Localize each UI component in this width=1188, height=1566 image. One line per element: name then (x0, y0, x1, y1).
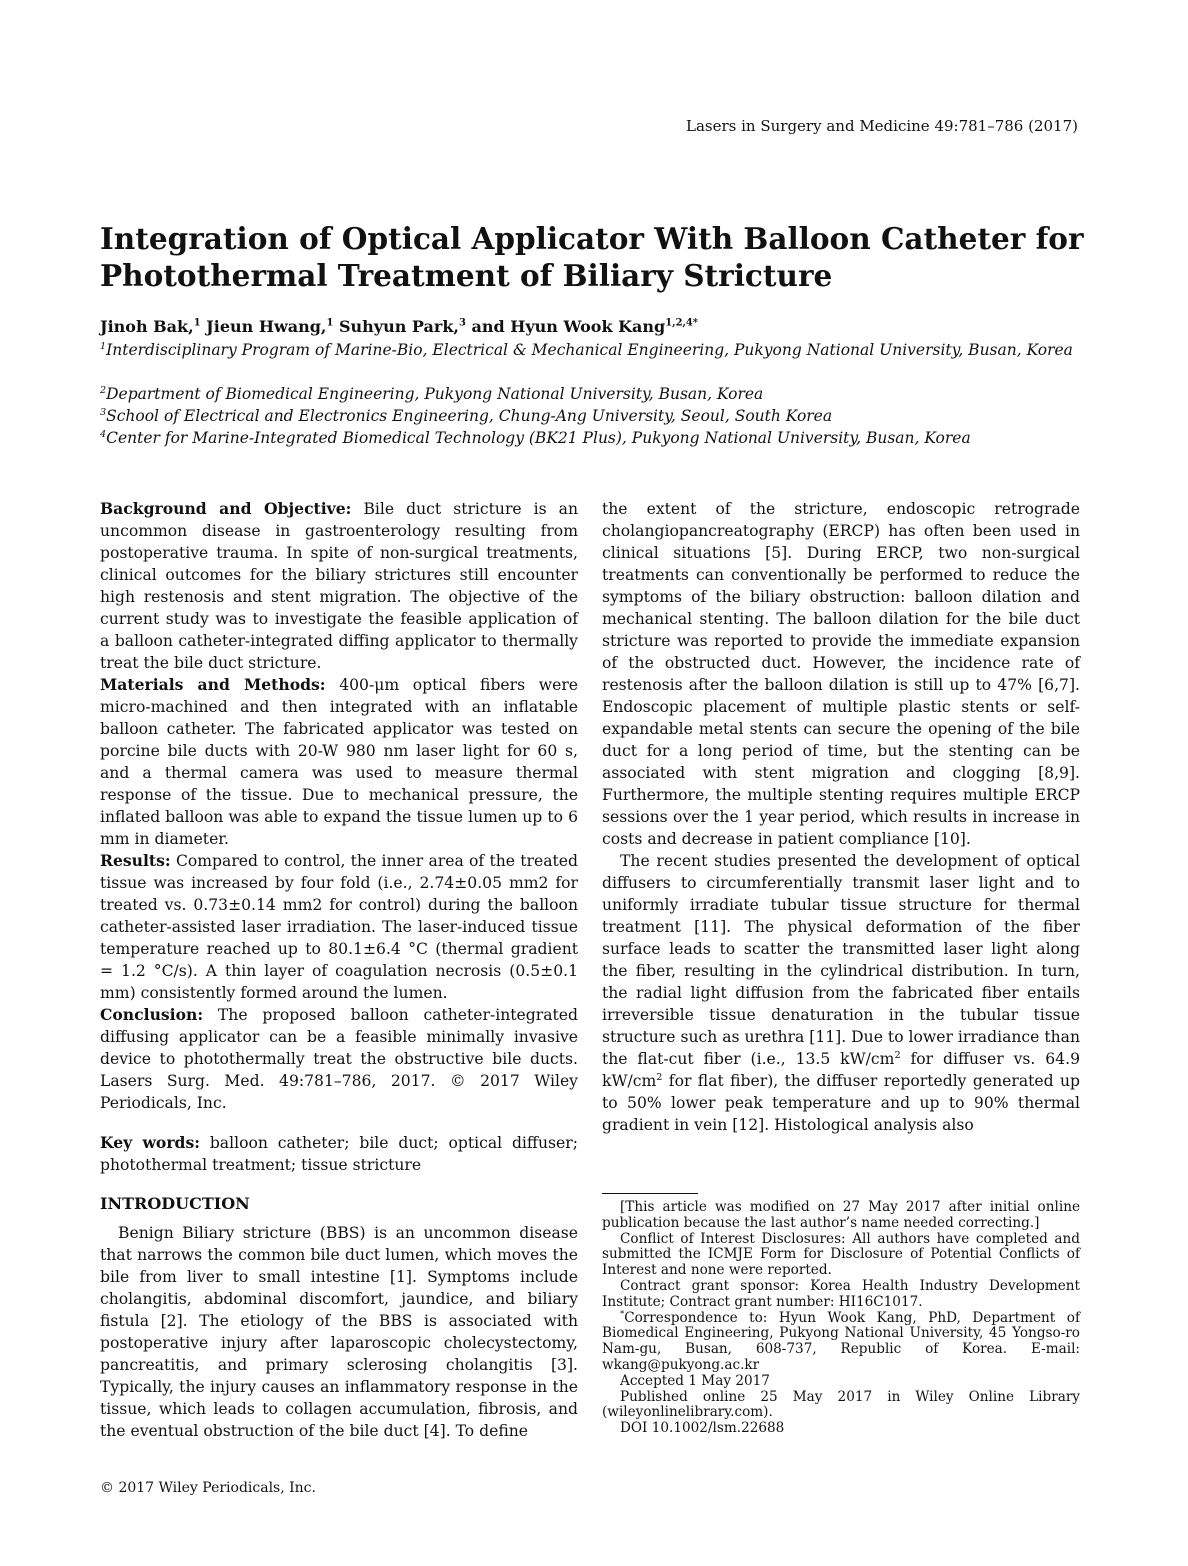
author-name: Suhyun Park, (333, 317, 459, 336)
affiliation-mark: 1 (100, 340, 107, 352)
abstract-text: 400-μm optical fibers were micro-machined and then integrated with an inflatable balloon catheter. The fabricated applicator was tested on porcine bile ducts with 20-W 980 nm laser light for 60 s, and a thermal camera was used to measure thermal response of the tissue. Due to mechanical pressure, the inflated balloon was able to expand the tissue lumen up to 6 mm in diameter. (100, 676, 579, 848)
abstract (100, 498, 578, 1114)
footnote-correspondence (602, 1308, 1080, 1374)
superscript: 2 (894, 1049, 901, 1061)
body-text: The recent studies presented the development of optical diffusers to circumferentially transmit laser light and to uniformly irradiate tubular tissue structure for thermal treatment [11]. The physical deformation of the fiber surface leads to scatter the transmitted laser light along the fiber, resulting in the cylindrical distribution. In turn, the radial light diffusion from the fabricated fiber entails irreversible tissue denaturation in the tubular tissue structure such as urethra [11]. Due to lower irradiance than the flat-cut fiber (i.e., 13.5 kW/cm (602, 852, 1080, 1068)
correspondence-text: Correspondence to: Hyun Wook Kang, PhD, Department of Biomedical Engineering, Pukyong National University, 45 Yongso-ro Nam-gu, Busan, 608-737, Republic of Korea. E-mail: wkang@pukyong.ac.kr (602, 1309, 1080, 1373)
affiliation (100, 427, 1090, 449)
abstract-text: Bile duct stricture is an uncommon disease in gastroenterology resulting from postoperative trauma. In spite of non-surgical treatments, clinical outcomes for the biliary strictures still encounter high restenosis and stent migration. The objective of the current study was to investigate the feasible application of a balloon catheter-integrated diffing applicator to thermally treat the bile duct stricture. (100, 500, 578, 672)
body-text: for flat fiber), the diffuser reportedly generated up to 50% lower peak temperature and up to 90% thermal gradient in vein [12]. Histological analysis also (602, 1072, 1080, 1134)
abstract-background (100, 498, 578, 674)
affiliation-text: School of Electrical and Electronics Engineering, Chung-Ang University, Seoul, South Korea (106, 407, 833, 425)
affiliation-text: Interdisciplinary Program of Marine-Bio, Electrical & Mechanical Engineering, Pukyong National University, Busan, Korea (106, 341, 1073, 359)
copyright-notice: © 2017 Wiley Periodicals, Inc. (100, 1480, 316, 1496)
footnote-modified: [This article was modified on 27 May 2017 after initial online publication because the last author’s name needed correcting.] (602, 1199, 1080, 1231)
author-list (100, 317, 1090, 336)
footnote-conflict: Conflict of Interest Disclosures: All authors have completed and submitted the ICMJE Form for Disclosure of Potential Conflicts of Interest and none were reported. (602, 1230, 1080, 1279)
body-paragraph: the extent of the stricture, endoscopic retrograde cholangiopancreatography (ERCP) has often been used in clinical situations [5]. During ERCP, two non-surgical treatments can conventionally be performed to reduce the symptoms of the biliary obstruction: balloon dilation and mechanical stenting. The balloon dilation for the bile duct stricture was reported to provide the immediate expansion of the obstructed duct. However, the incidence rate of restenosis after the balloon dilation is still up to 47% [6,7]. Endoscopic placement of multiple plastic stents or self-expandable metal stents can secure the opening of the bile duct for a long period of time, but the stenting can be associated with stent migration and clogging [8,9]. Furthermore, the multiple stenting requires multiple ERCP sessions over the 1 year period, which results in increase in costs and decrease in patient compliance [10]. (602, 500, 1080, 848)
affiliation (100, 339, 1090, 361)
footnote-accepted: Accepted 1 May 2017 (620, 1372, 770, 1389)
footnote-divider (602, 1193, 698, 1194)
section-heading: INTRODUCTION (100, 1194, 250, 1213)
author-affiliation-mark: 1 (193, 317, 201, 329)
affiliation-mark: 3 (100, 406, 107, 418)
affiliation-mark: 4 (100, 428, 107, 440)
footnotes (602, 1200, 1080, 1437)
affiliation-mark: 2 (100, 384, 107, 396)
author-name: and Hyun Wook Kang (465, 317, 666, 336)
body-text: for diffuser vs. 64.9 kW/cm (602, 1050, 1080, 1090)
section-label: Background and Objective: (100, 499, 352, 518)
footnote-doi: DOI 10.1002/lsm.22688 (620, 1420, 785, 1437)
keywords-text: balloon catheter; bile duct; optical diffuser; photothermal treatment; tissue stricture (100, 1134, 578, 1174)
article-title: Integration of Optical Applicator With Balloon Catheter for Photothermal Treatment of Biliary Stricture (100, 221, 1084, 293)
affiliation-text: Center for Marine-Integrated Biomedical Technology (BK21 Plus), Pukyong National University, Busan, Korea (106, 429, 971, 447)
keywords-label: Key words: (100, 1133, 200, 1152)
affiliation-text: Department of Biomedical Engineering, Pukyong National University, Busan, Korea (106, 385, 764, 403)
author-affiliation-mark: 1 (326, 317, 334, 329)
correspondence-mark: * (620, 1308, 625, 1319)
keywords (100, 1132, 578, 1176)
introduction-body (100, 1222, 578, 1442)
abstract-results (100, 850, 578, 1004)
abstract-conclusion (100, 1004, 578, 1114)
affiliation (100, 405, 1090, 427)
author-affiliation-mark: 3 (458, 317, 466, 329)
body-paragraph: Benign Biliary stricture (BBS) is an uncommon disease that narrows the common bile duct lumen, which moves the bile from liver to small intestine [1]. Symptoms include cholangitis, abdominal discomfort, jaundice, and biliary fistula [2]. The etiology of the BBS is associated with postoperative injury after laparoscopic cholecystectomy, pancreatitis, and primary sclerosing cholangitis [3]. Typically, the injury causes an inflammatory response in the tissue, which leads to collagen accumulation, fibrosis, and the eventual obstruction of the bile duct [4]. To define (100, 1224, 578, 1440)
body-paragraph (602, 850, 1080, 1136)
footnote-grant: Contract grant sponsor: Korea Health Industry Development Institute; Contract grant number: HI16C1017. (602, 1277, 1080, 1310)
superscript: 2 (656, 1071, 663, 1083)
abstract-methods (100, 674, 578, 850)
section-label: Materials and Methods: (100, 675, 326, 694)
abstract-text: The proposed balloon catheter-integrated diffusing applicator can be a feasible minimally invasive device to photothermally treat the obstructive bile ducts. Lasers Surg. Med. 49:781–786, 2017. © 2017 Wiley Periodicals, Inc. (100, 1006, 578, 1112)
journal-reference: Lasers in Surgery and Medicine 49:781–786 (2017) (686, 117, 1078, 135)
section-label: Results: (100, 851, 171, 870)
affiliation (100, 383, 1090, 405)
footnote-published: Published online 25 May 2017 in Wiley Online Library (wileyonlinelibrary.com). (602, 1388, 1080, 1421)
author-name: Jinoh Bak, (100, 317, 194, 336)
abstract-text: Compared to control, the inner area of the treated tissue was increased by four fold (i.e., 2.74±0.05 mm2 for treated vs. 0.73±0.14 mm2 for control) during the balloon catheter-assisted laser irradiation. The laser-induced tissue temperature reached up to 80.1±6.4 °C (thermal gradient = 1.2 °C/s). A thin layer of coagulation necrosis (0.5±0.1 mm) consistently formed around the lumen. (100, 852, 578, 1002)
section-label: Conclusion: (100, 1005, 204, 1024)
author-affiliation-mark: 1,2,4* (665, 317, 698, 329)
author-name: Jieun Hwang, (200, 317, 327, 336)
introduction-continued (602, 498, 1080, 1136)
